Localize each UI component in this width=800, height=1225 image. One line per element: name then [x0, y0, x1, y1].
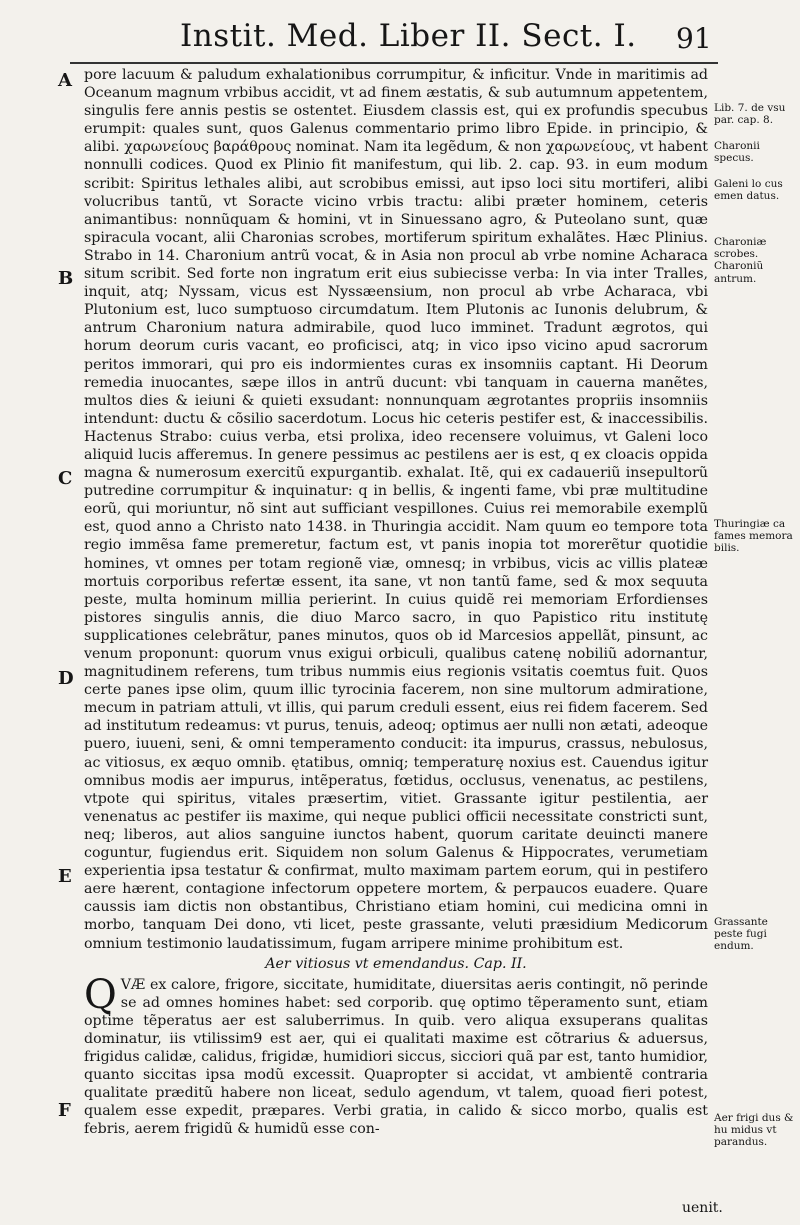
margin-note: Thuringiæ ca fames memora bilis.: [714, 518, 793, 555]
chapter-paragraph: [84, 971, 708, 1139]
main-text-column: [84, 66, 708, 1139]
section-letter-a: A: [58, 70, 72, 91]
section-letter-e: E: [58, 866, 72, 887]
chapter-text: VÆ ex calore, frigore, siccitate, humiditate, diuersitas aeris contingit, nõ perinde se ad omnes homines habet: sed corporib. quę optimo tẽperamento sunt, etiam optime tẽperatus aer est saluberrimus. In quib. vero aliqua exsuperans qualitas dominatur, iis vtilissim9 est aer, qui ei qualitati maxime est cõtrarius & aduersus, frigidus calidæ, calidus, frigidæ, humidiori siccus, sicciori quã par est, tanto humidior, quanto siccitas ipsa modũ excessit. Quapropter si accidat, vt ambientẽ contraria qualitate præditũ habere non liceat, sedulo agendum, vt talem, quoad fieri potest, qualem esse expedit, præpares. Verbi gratia, in calido & sicco morbo, qualis est febris, aerem frigidũ & humidũ esse con-: [84, 976, 708, 1138]
header-rule: [70, 62, 718, 64]
margin-note: Grassante peste fugi endum.: [714, 916, 768, 953]
running-head: Instit. Med. Liber II. Sect. I.: [180, 18, 637, 54]
margin-note: Galeni lo cus emen datus.: [714, 178, 783, 203]
section-letter-c: C: [58, 468, 73, 489]
section-letter-f: F: [58, 1100, 71, 1121]
page-number: 91: [676, 22, 712, 55]
margin-note: Charoniæ scrobes. Charoniũ antrum.: [714, 236, 767, 285]
drop-cap: Q: [84, 971, 117, 1018]
margin-note: Charonii specus.: [714, 140, 760, 165]
chapter-heading: Aer vitiosus vt emendandus. Cap. II.: [265, 955, 527, 972]
margin-note: Aer frigi dus & hu midus vt parandus.: [714, 1112, 794, 1149]
section-letter-d: D: [58, 668, 74, 689]
margin-note: Lib. 7. de vsu par. cap. 8.: [714, 102, 786, 127]
catchword: uenit.: [682, 1200, 723, 1216]
body-paragraph: pore lacuum & paludum exhalationibus corrumpitur, & inficitur. Vnde in maritimis ad Oceanum magnum vrbibus accidit, vt ad finem æstatis, & sub autumnum appetentem, singulis fere annis pestis se ostentet. Eiusdem classis est, qui ex profundis specubus erumpit: quales sunt, quos Galenus commentario primo libro Epide. in principio, & alibi. χαρωνείους βαράθρους nominat. Nam ita legẽdum, & non χαρωνείους, vt habent nonnulli codices. Quod ex Plinio fit manifestum, qui lib. 2. cap. 93. in eum modum scribit: Spiritus lethales alibi, aut scrobibus emissi, aut ipso loci situ mortiferi, alibi volucribus tantũ, vt Soracte vicino vrbis tractu: alibi præter hominem, ceteris animantibus: nonnũquam & homini, vt in Sinuessano agro, & Puteolano sunt, quæ spiracula vocant, alii Charonias scrobes, mortiferum spiritum exhalãtes. Hæc Plinius. Strabo in 14. Charonium antrũ vocat, & in Asia non procul ab vrbe nomine Acharaca situm scribit. Sed forte non ingratum erit eius subiecisse verba: In via inter Tralles, inquit, atq; Nyssam, vicus est Nyssæensium, non procul ab vrbe Acharaca, vbi Plutonium est, luco sumptuoso circumdatum. Item Plutonis ac Iunonis delubrum, & antrum Charonium natura admirabile, quod luco imminet. Tradunt ægrotos, qui horum deorum curis vacant, eo proficisci, atq; in vico ipso vicino apud sacrorum peritos immorari, qui pro eis indormientes curas ex insomniis captant. Hi Deorum remedia inuocantes, sæpe illos in antrũ ducunt: vbi tanquam in cauerna manẽtes, multos dies & ieiuni & quieti exsudant: nonnunquam ægrotantes propriis insomniis intendunt: ductu & cõsilio sacerdotum. Locus hic ceteris pestifer est, & inaccessibilis. Hactenus Strabo: cuius verba, etsi prolixa, ideo recensere voluimus, vt Galeni loco aliquid lucis afferemus. In genere pessimus ac pestilens aer is est, q ex cloacis oppida magna & numerosum exercitũ expurgantib. exhalat. Itẽ, qui ex cadaueriũ insepultorũ putredine corrumpitur & inquinatur: q in bellis, & ingenti fame, vbi præ multitudine eorũ, qui moriuntur, nõ sint aut sufficiant vespillones. Cuius rei memorabile exemplũ est, quod anno a Christo nato 1438. in Thuringia accidit. Nam quum eo tempore tota regio immẽsa fame premeretur, factum est, vt panis inopia tot morerẽtur quotidie homines, vt omnes per totam regionẽ viæ, omnesq; in vrbibus, vicis ac villis plateæ mortuis corporibus refertæ essent, ita sane, vt non tantũ fame, sed & mox sequuta peste, multa hominum millia perierint. In cuius quidẽ rei memoriam Erfordienses pistores singulis annis, die diuo Marco sacro, in quo Papistico ritu institutę supplicationes celebrãtur, panes minutos, quos ob id Marcesios appellãt, pinsunt, ac venum proponunt: quorum vnus exigui orbiculi, qualibus catenę nobiliũ adornantur, magnitudinem referens, tum tribus nummis eius regionis vsitatis coemtus fuit. Quos certe panes ipse olim, quum illic tyrocinia facerem, non sine multorum admiratione, mecum in patriam attuli, vt illis, qui parum creduli essent, eius rei fidem facerem. Sed ad institutum redeamus: vt purus, tenuis, adeoq; optimus aer nulli non ætati, adeoque puero, iuueni, seni, & omni temperamento conducit: ita impurus, crassus, nebulosus, ac vitiosus, ex æquo omnib. ętatibus, omniq; temperaturę noxius est. Cauendus igitur omnibus modis aer impurus, intẽperatus, fœtidus, occlusus, venenatus, ac pestilens, vtpote qui spiritus, vitales præsertim, vitiet. Grassante igitur pestilentia, aer venenatus ac pestifer iis maxime, qui neque publici officii necessitate constricti sunt, neq; liberos, aut alios sanguine iunctos habent, quorum caritate deuincti manere coguntur, fugiendus erit. Siquidem non solum Galenus & Hippocrates, verumetiam experientia ipsa testatur & confirmat, multo maximam partem eorum, qui in pestifero aere hærent, contagione infectorum oppetere mortem, & perpaucos euadere. Quare caussis iam dictis non obstantibus, Christiano etiam homini, cui medicina omni in morbo, tanquam Dei dono, vti licet, peste grassante, veluti præsidium Medicorum omnium testimonio laudatissimum, fugam arripere minime prohibitum est.: [84, 67, 708, 952]
section-letter-b: B: [58, 268, 74, 289]
